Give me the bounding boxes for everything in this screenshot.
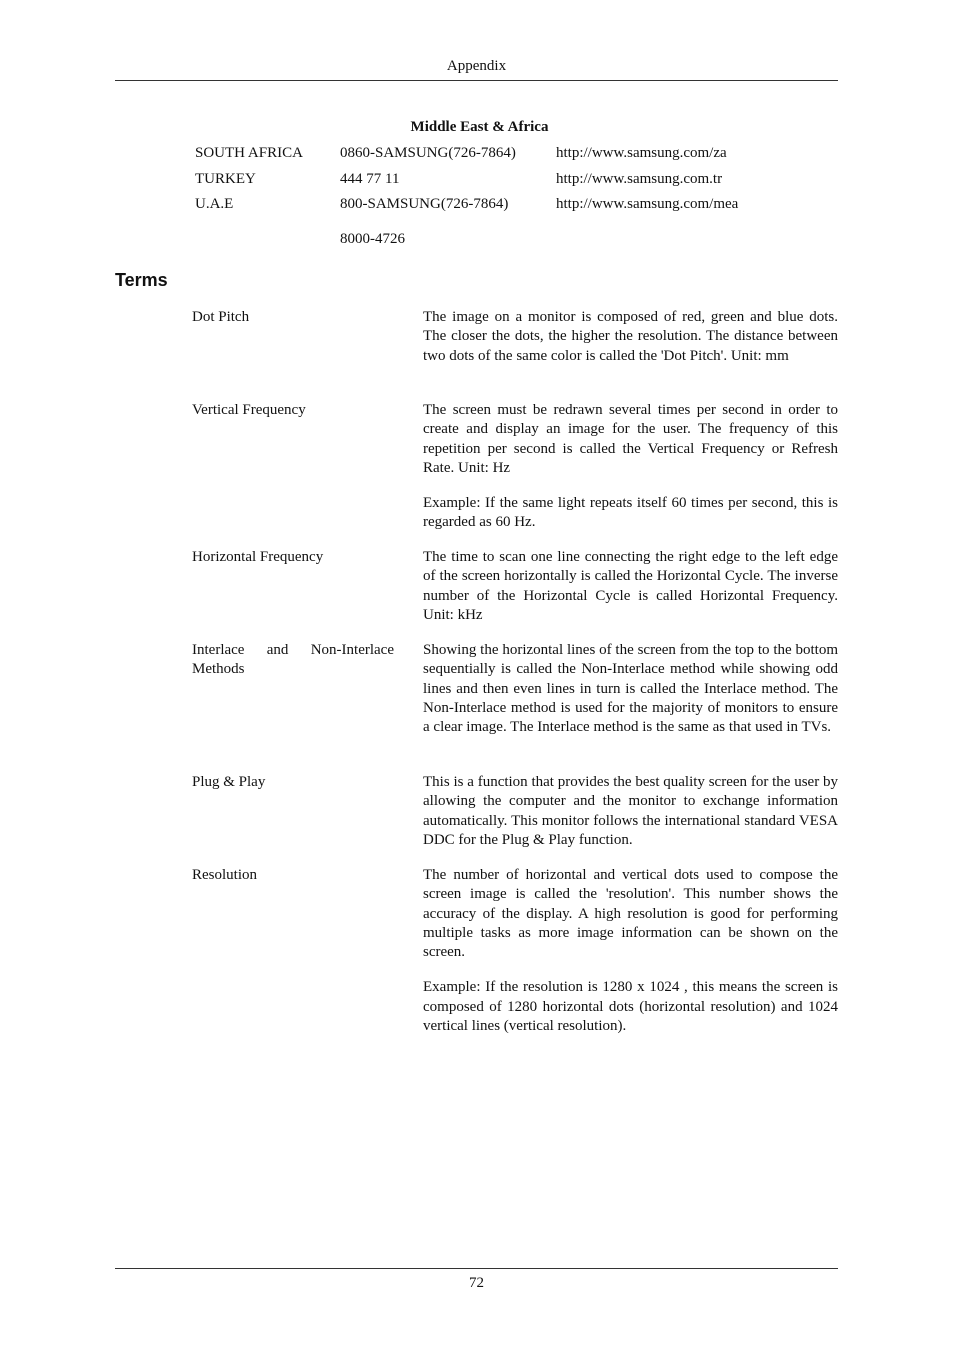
contact-phone: 800-SAMSUNG(726-7864) — [340, 196, 509, 212]
page-footer — [115, 1268, 838, 1293]
contact-url: http://www.samsung.com.tr — [556, 171, 723, 187]
contact-phone: 444 77 11 — [340, 171, 400, 187]
term-name: Vertical Frequency — [192, 402, 306, 418]
term-name: Plug & Play — [192, 774, 266, 790]
term-paragraph: Example: If the resolution is 1280 x 1024 , this means the screen is composed of 1280 horizontal dots (horizontal resolution) and 1024 vertical lines (vertical resolution). — [423, 979, 838, 1035]
contact-phone: 0860-SAMSUNG(726-7864) — [340, 145, 516, 161]
term-paragraph: The number of horizontal and vertical dots used to compose the screen image is called the 'resolution'. This number shows the accuracy of the display. A high resolution is good for performing multiple tasks as more image information can be shown on the screen. — [423, 867, 838, 961]
term-paragraph: The time to scan one line connecting the right edge to the left edge of the screen horizontally is called the Horizontal Cycle. The inverse number of the Horizontal Cycle is called Horizontal Frequency. Unit: kHz — [423, 549, 838, 623]
term-paragraph: Showing the horizontal lines of the screen from the top to the bottom sequentially is called the Non-Interlace method while showing odd lines and then even lines in turn is called the Interlace method. The Non-Interlace method is used for the majority of monitors to ensure a clear image. The Interlace method is the same as that used in TVs. — [423, 642, 838, 736]
header-title: Appendix — [446, 58, 507, 74]
term-name: Horizontal Frequency — [192, 549, 324, 565]
term-paragraph: The screen must be redrawn several times per second in order to create and display an image for the user. The frequency of this repetition per second is called the Vertical Frequency or Refresh Rate. Unit: Hz — [423, 402, 838, 476]
contact-country: SOUTH AFRICA — [195, 145, 303, 161]
page-number: 72 — [469, 1275, 484, 1291]
section-heading-terms: Terms — [115, 270, 168, 290]
term-description — [423, 866, 838, 1036]
contact-phone: 8000-4726 — [340, 231, 405, 247]
contact-country: U.A.E — [195, 196, 234, 212]
term-name: Resolution — [192, 867, 258, 883]
region-title: Middle East & Africa — [410, 119, 549, 135]
term-description — [423, 401, 838, 533]
page-header — [115, 56, 838, 81]
term-description — [423, 548, 838, 625]
term-description — [423, 308, 838, 366]
term-description — [423, 641, 838, 737]
term-paragraph: The image on a monitor is composed of red, green and blue dots. The closer the dots, the higher the resolution. The distance between two dots of the same color is called the 'Dot Pitch'. Unit: mm — [423, 309, 838, 364]
contact-country: TURKEY — [195, 171, 256, 187]
contact-url: http://www.samsung.com/mea — [556, 196, 739, 212]
contact-url: http://www.samsung.com/za — [556, 145, 727, 161]
term-name: Interlace and Non-Interlace Methods — [192, 642, 394, 678]
term-description — [423, 773, 838, 850]
term-paragraph: Example: If the same light repeats itself 60 times per second, this is regarded as 60 Hz. — [423, 495, 838, 531]
term-paragraph: This is a function that provides the best quality screen for the user by allowing the computer and the monitor to exchange information automatically. This monitor follows the international standard VESA DDC for the Plug & Play function. — [423, 774, 838, 848]
term-name: Dot Pitch — [192, 309, 250, 325]
